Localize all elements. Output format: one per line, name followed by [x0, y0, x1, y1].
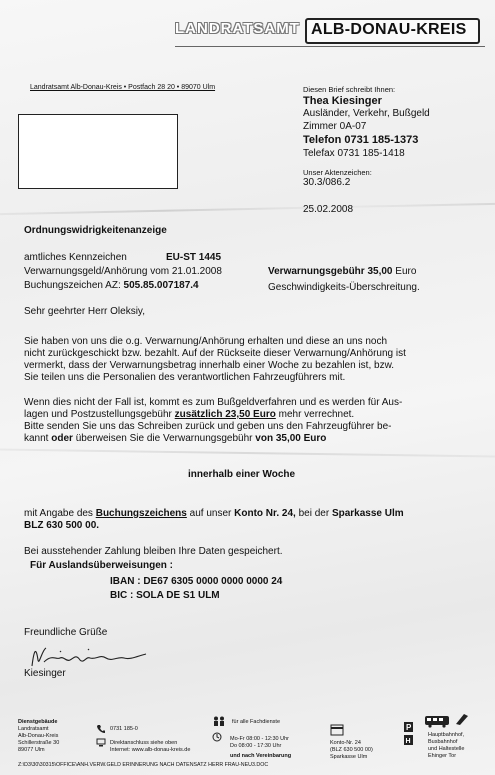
paper-crease [0, 449, 495, 458]
address-window [18, 114, 178, 189]
text-run: kannt [24, 433, 49, 444]
iban: IBAN : DE67 6305 0000 0000 0000 24 [110, 576, 283, 587]
ref-number: 30.3/086.2 [303, 177, 351, 188]
deadline: innerhalb einer Woche [188, 469, 296, 480]
bank-code: BLZ 630 500 00. [24, 520, 100, 531]
ref-label: Unser Aktenzeichen: [303, 168, 372, 177]
salutation: Sehr geehrter Herr Oleksiy, [24, 306, 145, 317]
fee-amount: von 35,00 Euro [255, 433, 327, 444]
svg-text:H: H [405, 738, 411, 745]
bic: BIC : SOLA DE S1 ULM [110, 590, 220, 601]
sender-line: Landratsamt Alb-Donau-Kreis • Postfach 28 20 • 89070 Ulm [30, 84, 216, 91]
text-run: bei der [298, 508, 330, 519]
footer-transit-line: Hauptbahnhof, [428, 732, 465, 738]
paragraph-line: Sie teilen uns die Personalien des verantwortlichen Fahrzeugführers mit. [24, 372, 346, 383]
surcharge-amount: zusätzlich 23,50 Euro [174, 409, 276, 420]
text-run: auf unser [189, 508, 232, 519]
bank-card-icon [330, 724, 344, 736]
contact-intro: Diesen Brief schreibt Ihnen: [303, 85, 396, 94]
clock-icon [212, 732, 222, 742]
footer-web: Internet: www.alb-donau-kreis.de [110, 747, 191, 753]
foreign-transfer-heading: Für Auslandsüberweisungen : [30, 560, 173, 571]
footer-transit-line: Ehinger Tor [428, 753, 457, 759]
text-run-or: oder [51, 433, 73, 444]
fee-label: Verwarnungsgebühr 35,00 [268, 266, 393, 277]
header-landratsamt: LANDRATSAMT [175, 20, 300, 37]
footer-building-line: 89077 Ulm [18, 747, 45, 753]
text-run: mit Angabe des [24, 508, 93, 519]
text-run: lagen und Postzustellungsgebühr [24, 409, 172, 420]
footer-account-line: Konto-Nr. 24 [330, 740, 361, 746]
footer-phone: 0731 185-0 [110, 726, 138, 732]
paragraph-line: nicht zurückgeschickt bzw. bezahlt. Auf der Rückseite dieser Verwarnung/Anhörung ist [24, 348, 406, 359]
header-rule [175, 46, 485, 47]
fee-currency: Euro [395, 266, 417, 277]
footer-account-line: (BLZ 630 500 00) [330, 747, 373, 753]
paragraph-line: Wenn dies nicht der Fall ist, kommt es zum Bußgeldverfahren und es werden für Aus- [24, 397, 403, 408]
computer-icon [96, 738, 106, 747]
signer-name: Kiesinger [24, 668, 66, 679]
footer-building-line: Landratsamt [18, 726, 49, 732]
footer-hours-line: Do 08:00 - 17:30 Uhr [230, 743, 282, 749]
text-run: mehr verrechnet. [278, 409, 355, 420]
contact-dept: Ausländer, Verkehr, Bußgeld [303, 108, 430, 119]
contact-name: Thea Kiesinger [303, 95, 382, 107]
warning-date: Verwarnungsgeld/Anhörung vom 21.01.2008 [24, 266, 222, 277]
header-kreis: ALB-DONAU-KREIS [311, 21, 467, 38]
booking-ref: 505.85.007187.4 [123, 280, 199, 291]
footer-hours-line: Mo-Fr 08:00 - 12:30 Uhr [230, 736, 289, 742]
footer-direct: Direktanschluss siehe oben [110, 740, 178, 746]
letter-date: 25.02.2008 [303, 204, 354, 215]
paper-crease [0, 203, 495, 215]
footer-transit-line: und Haltestelle [428, 746, 465, 752]
text-run: überweisen Sie die Verwarnungsgebühr [75, 433, 253, 444]
contact-phone: Telefon 0731 185-1373 [303, 134, 419, 146]
bank-name: Sparkasse Ulm [331, 508, 404, 519]
bus-icon [424, 714, 452, 728]
footer-hours-heading: für alle Fachdienste [232, 719, 280, 725]
train-icon [454, 712, 470, 726]
file-path: Z:\D3\30\30315\OFFICE\ANH.VERW.GELD ERINNERUNG NACH DATENSATZ HERR FRAU-NEU3.DOC [18, 762, 269, 768]
booking-keyword: Buchungszeichens [95, 508, 187, 519]
footer-account-line: Sparkasse Ulm [330, 754, 368, 760]
offense: Geschwindigkeits-Überschreitung. [268, 282, 420, 293]
subject: Ordnungswidrigkeitenanzeige [24, 225, 167, 236]
footer-building-heading: Dienstgebäude [18, 719, 58, 725]
closing: Freundliche Grüße [24, 627, 108, 638]
footer-building-line: Alb-Donau-Kreis [18, 733, 59, 739]
footer-hours-line: und nach Vereinbarung [230, 753, 292, 759]
plate-number: EU-ST 1445 [166, 252, 222, 263]
svg-text:P: P [406, 723, 412, 732]
booking-ref-label: Buchungszeichen AZ: [24, 280, 121, 291]
footer-transit-line: Busbahnhof [428, 739, 458, 745]
paragraph-line: Sie haben von uns die o.g. Verwarnung/Anhörung erhalten und diese an uns noch [24, 336, 388, 347]
contact-room: Zimmer 0A-07 [303, 121, 367, 132]
paragraph-line: Bitte senden Sie uns das Schreiben zurück und geben uns den Fahrzeugführer be- [24, 421, 392, 432]
paragraph-line: vermerkt, dass der Verwarnungsbetrag innerhalb einer Woche zu bezahlen ist, bzw. [24, 360, 395, 371]
data-retention-note: Bei ausstehender Zahlung bleiben Ihre Daten gespeichert. [24, 546, 283, 557]
plate-label: amtliches Kennzeichen [24, 252, 127, 263]
footer-building-line: Schillerstraße 30 [18, 740, 60, 746]
parking-icons [404, 722, 414, 746]
contact-fax: Telefax 0731 185-1418 [303, 148, 405, 159]
account-number: Konto Nr. 24, [234, 508, 296, 519]
people-icon [212, 716, 226, 726]
phone-icon [96, 724, 106, 734]
